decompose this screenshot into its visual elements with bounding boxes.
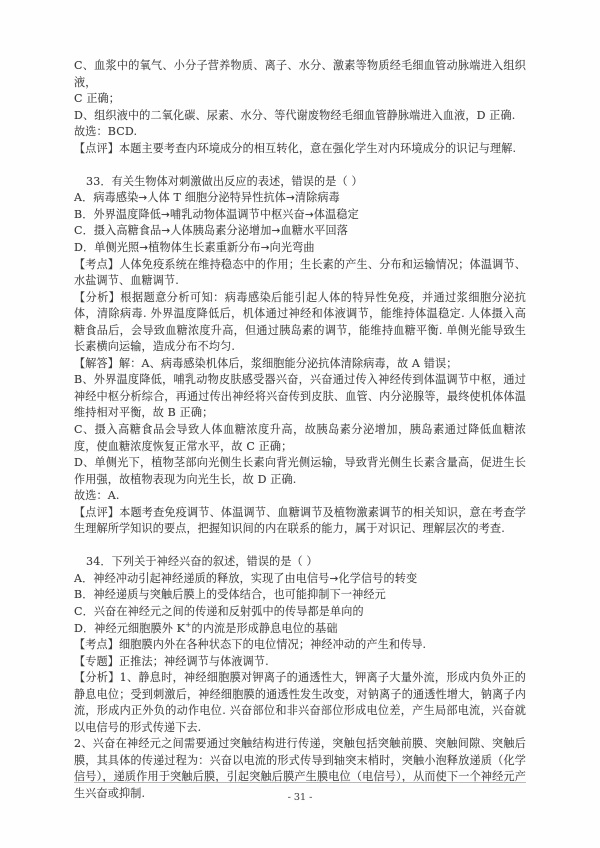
- arrow-icon: →: [139, 241, 149, 254]
- prev-option-c: C、血浆中的氧气、小分子营养物质、离子、水分、激素等物质经毛细血管动脉端进入组织液，: [74, 59, 526, 89]
- question-33-option-c: [74, 223, 526, 240]
- question-33-option-d: [74, 240, 526, 257]
- block-spacer: [74, 157, 526, 174]
- option-segment-2: 化学信号的转变: [338, 571, 418, 585]
- option-segment-2: 植物体生长素重新分布: [148, 240, 261, 254]
- option-segment-2: 的内流是形成静息电位的基础: [191, 621, 338, 635]
- option-segment-2: 人体胰岛素分泌增加: [170, 224, 272, 238]
- option-label: B．: [74, 207, 94, 221]
- question-34-option-c: C．兴奋在神经元之间的传递和反射弧中的传导都是单向的: [74, 604, 364, 618]
- question-34-stem: 34．下列关于神经兴奋的叙述，错误的是（ ）: [86, 555, 318, 569]
- option-segment-2: 哺乳动物体温调节中枢兴奋: [169, 207, 305, 221]
- question-33-kaodian: 【考点】人体免疫系统在维持稳态中的作用；生长素的产生、分布和运输情况；体温调节、水盐调节、血糖调节.: [74, 257, 526, 288]
- ion-charge-superscript: +: [185, 619, 192, 629]
- prev-answer-line: 故选：BCD.: [74, 125, 138, 139]
- option-segment-1: D．神经元细胞膜外 K: [74, 621, 186, 635]
- arrow-icon: →: [138, 192, 148, 205]
- question-34-zhuanti: 【专题】正推法；神经调节与体液调节.: [74, 654, 269, 668]
- arrow-icon: →: [285, 192, 295, 205]
- block-spacer: [74, 538, 526, 555]
- question-33-option-b: [74, 207, 526, 224]
- prev-option-d: D、组织液中的二氧化碳、尿素、水分、等代谢废物经毛细血管静脉端进入血液，D 正确.: [74, 108, 516, 122]
- arrow-icon: →: [260, 241, 270, 254]
- option-segment-1: 单侧光照: [94, 240, 140, 254]
- option-label: C．: [74, 224, 94, 238]
- option-segment-3: 向光弯曲: [269, 240, 315, 254]
- arrow-icon: →: [271, 225, 281, 238]
- prev-comment-line: 【点评】本题主要考查内环境成分的相互转化，意在强化学生对内环境成分的识记与理解.: [74, 141, 517, 155]
- arrow-icon: →: [161, 225, 171, 238]
- question-34-option-a: [74, 571, 526, 588]
- option-segment-1: 外界温度降低: [93, 207, 162, 221]
- option-segment-2: 人体 T 细胞分泌特异性抗体: [147, 191, 286, 205]
- question-34-option-d: [74, 621, 526, 638]
- question-33-answer-line: 故选：A.: [74, 489, 120, 503]
- question-33-jieda-a: 【解答】解：A、病毒感染机体后，浆细胞能分泌抗体清除病毒，故 A 错误；: [74, 356, 458, 370]
- question-33-dianping: 【点评】本题考查免疫调节、体温调节、血糖调节及植物激素调节的相关知识，意在考查学生理解所学知识的要点，把握知识间的内在联系的能力，属于对识记、理解层次的考查.: [74, 505, 526, 536]
- question-34-fenxi-1: 【分析】1、静息时，神经细胞膜对钾离子的通透性大，钾离子大量外流，形成内负外正的静息电位；受到刺激后，神经细胞膜的通透性发生改变，对钠离子的通透性增大，钠离子内流，形成内正外负的动作电位. 兴奋部位和非兴奋部位形成电位差，产生局部电流，兴奋就以电信号的形式传递下去.: [74, 671, 526, 734]
- arrow-icon: →: [329, 572, 339, 585]
- question-34-option-b: B．神经递质与突触后膜上的受体结合，也可能抑制下一神经元: [74, 588, 386, 602]
- question-33-fenxi: 【分析】根据题意分析可知：病毒感染后能引起人体的特异性免疫，并通过浆细胞分泌抗体，清除病毒. 外界温度降低后，机体通过神经和体液调节，能维持体温稳定. 人体摄入高糖食品后，会导致血糖浓度升高，但通过胰岛素的调节，能维持血糖平衡. 单侧光能导致生长素横向运输，造成分布不均匀.: [74, 290, 526, 354]
- option-label: A．: [74, 191, 94, 205]
- option-segment-3: 血糖水平回落: [280, 224, 348, 238]
- option-segment-3: 清除病毒: [294, 191, 340, 205]
- arrow-icon: →: [304, 208, 314, 221]
- option-segment-1: 摄入高糖食品: [93, 224, 162, 238]
- option-segment-1: A．神经冲动引起神经递质的释放，实现了由电信号: [74, 571, 330, 585]
- question-34-kaodian: 【考点】细胞膜内外在各种状态下的电位情况；神经冲动的产生和传导.: [74, 638, 427, 652]
- question-34-fenxi-2: 2、兴奋在神经元之间需要通过突触结构进行传递，突触包括突触前膜、突触间隙、突触后膜，其具体的传递过程为：兴奋以电流的形式传导到轴突末梢时，突触小泡释放递质（化学信号），递质作用于突触后膜，引起突触后膜产生膜电位（电信号），从而使下一个神经元产生兴奋或抑制.: [74, 737, 526, 800]
- page-footer: [74, 782, 526, 803]
- option-segment-1: 病毒感染: [93, 191, 139, 205]
- prev-option-c-verdict: C 正确；: [74, 92, 121, 106]
- arrow-icon: →: [161, 208, 170, 221]
- question-33-jieda-b: B、外界温度降低，哺乳动物皮肤感受器兴奋，兴奋通过传入神经传到体温调节中枢，通过神经中枢分析综合，再通过传出神经将兴奋传到皮肤、血管、内分泌腺等，最终使机体体温维持相对平衡，故 B 正确；: [74, 373, 526, 420]
- document-text-body: [74, 58, 526, 803]
- question-33-stem: 33．有关生物体对刺激做出反应的表述，错误的是（ ）: [86, 174, 363, 188]
- page-number: - 31 -: [287, 792, 313, 803]
- question-33-jieda-d: D、单侧光下，植物茎部向光侧生长素向背光侧运输，导致背光侧生长素含量高，促进生长作用强，故植物表现为向光生长，故 D 正确.: [74, 456, 526, 486]
- option-label: D．: [74, 240, 95, 254]
- question-33-jieda-c: C、摄入高糖食品会导致人体血糖浓度升高，故胰岛素分泌增加，胰岛素通过降低血糖浓度，使血糖浓度恢复正常水平，故 C 正确；: [74, 422, 526, 453]
- question-33-option-a: [74, 190, 526, 207]
- option-segment-3: 体温稳定: [313, 207, 359, 221]
